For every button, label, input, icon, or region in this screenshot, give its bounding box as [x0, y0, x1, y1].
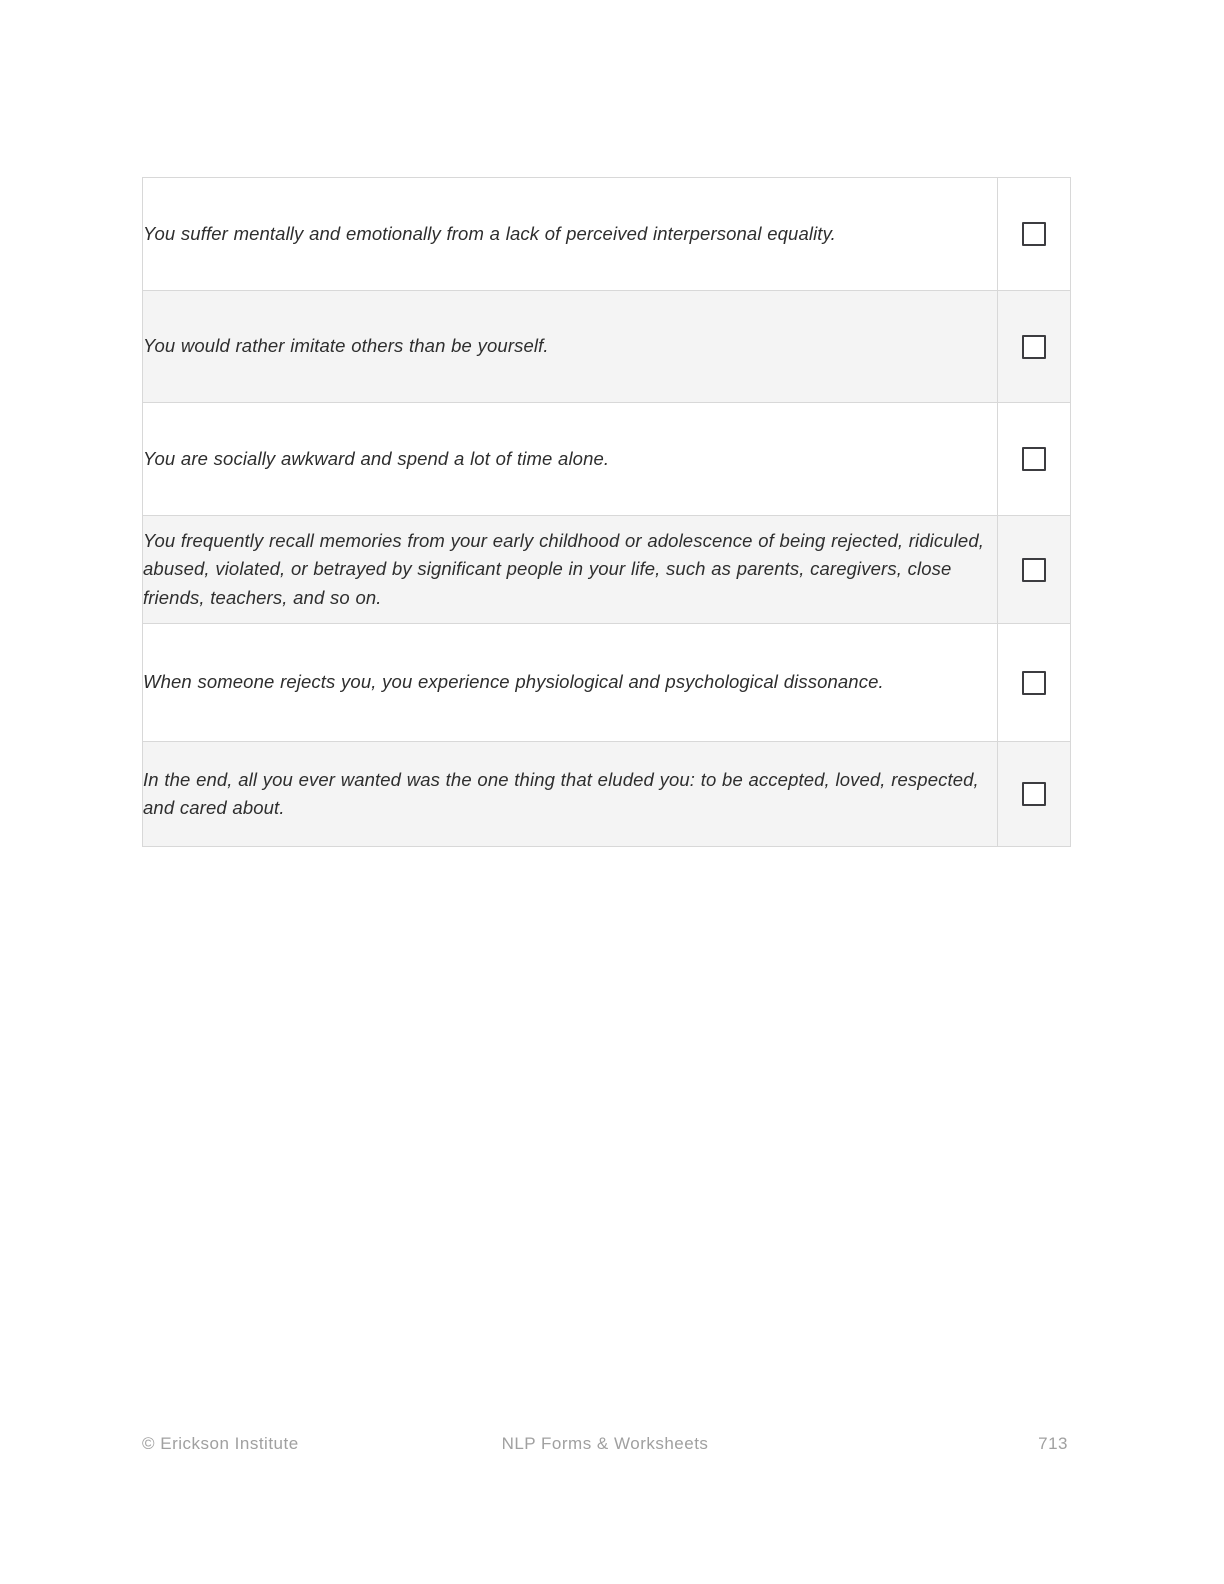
table-row	[143, 403, 1071, 516]
footer-copyright: © Erickson Institute	[142, 1434, 299, 1453]
checkbox-cell[interactable]	[998, 624, 1071, 742]
table-row	[143, 291, 1071, 403]
statement-text: In the end, all you ever wanted was the one thing that eluded you: to be accepted, loved, respected, and cared about.	[143, 768, 979, 818]
checkbox-icon[interactable]	[1022, 671, 1046, 695]
statement-cell	[143, 403, 998, 516]
table-row	[143, 178, 1071, 291]
checkbox-cell[interactable]	[998, 291, 1071, 403]
checkbox-icon[interactable]	[1022, 558, 1046, 582]
statement-text: You suffer mentally and emotionally from a lack of perceived interpersonal equality.	[143, 222, 836, 244]
statement-text: You would rather imitate others than be yourself.	[143, 335, 549, 357]
checkbox-icon[interactable]	[1022, 447, 1046, 471]
statement-cell	[143, 178, 998, 291]
checkbox-cell[interactable]	[998, 178, 1071, 291]
checklist-body	[143, 178, 1071, 847]
table-row	[143, 624, 1071, 742]
statement-cell	[143, 624, 998, 742]
statement-cell	[143, 742, 998, 847]
statement-text: You are socially awkward and spend a lot of time alone.	[143, 447, 610, 469]
checkbox-icon[interactable]	[1022, 335, 1046, 359]
footer-title: NLP Forms & Worksheets	[501, 1434, 709, 1453]
table-row	[143, 516, 1071, 624]
statement-cell	[143, 291, 998, 403]
checkbox-icon[interactable]	[1022, 782, 1046, 806]
statement-text: When someone rejects you, you experience physiological and psychological dissonance.	[143, 671, 884, 693]
checkbox-cell[interactable]	[998, 742, 1071, 847]
checkbox-cell[interactable]	[998, 516, 1071, 624]
footer-page-number: 713	[1038, 1434, 1068, 1453]
checkbox-cell[interactable]	[998, 403, 1071, 516]
statement-text: You frequently recall memories from your early childhood or adolescence of being rejected, ridiculed, abused, violated, or betrayed by significant people in your life, such as parents, caregivers, close friends, teachers, and so on.	[143, 529, 985, 608]
checklist-table	[142, 177, 1071, 847]
table-row	[143, 742, 1071, 847]
page-footer	[142, 1434, 1068, 1460]
statement-cell	[143, 516, 998, 624]
checkbox-icon[interactable]	[1022, 222, 1046, 246]
